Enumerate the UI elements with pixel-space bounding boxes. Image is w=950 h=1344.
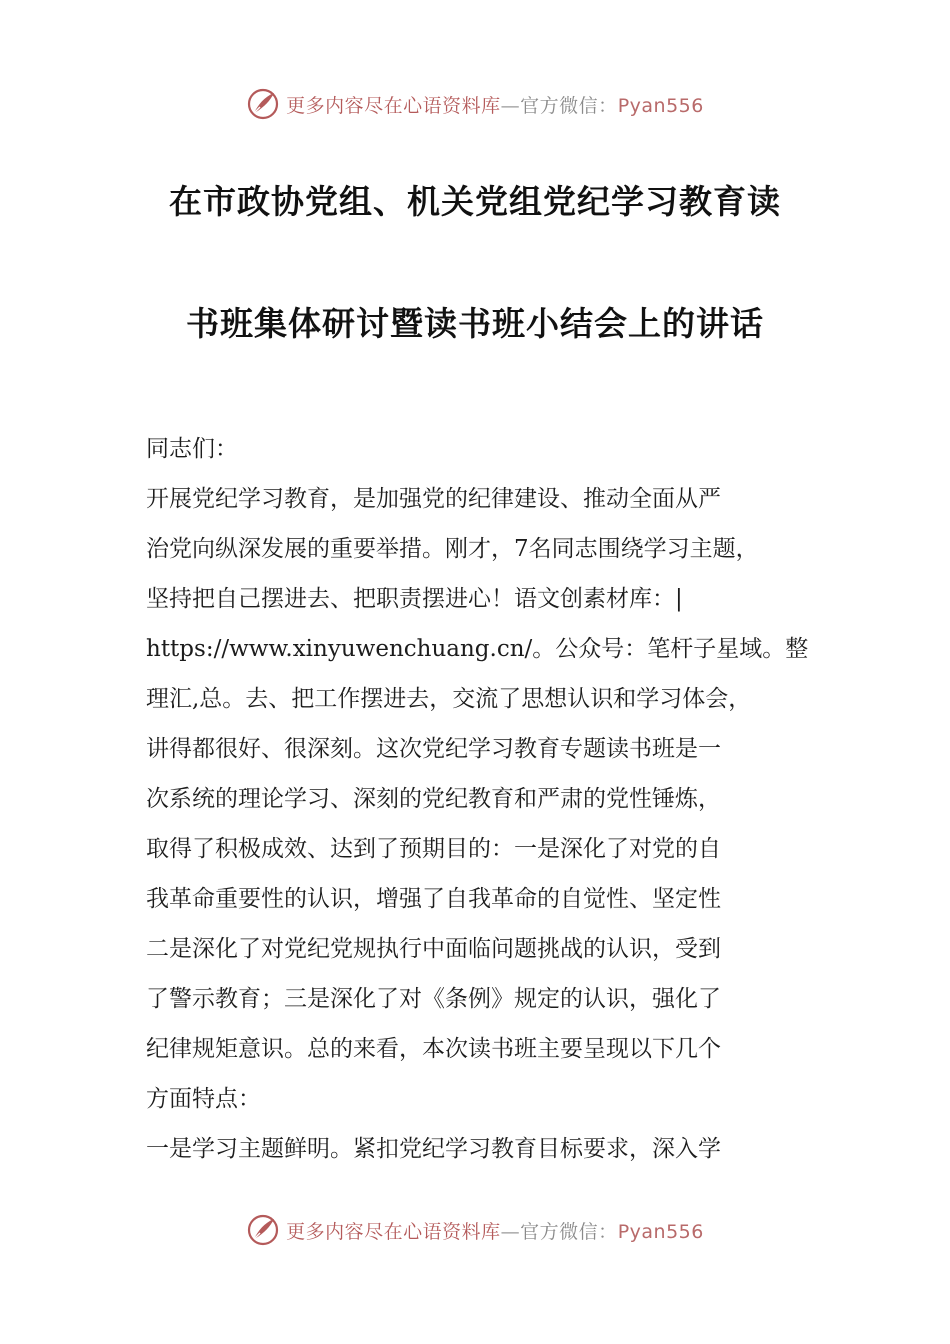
body-line: 取得了积极成效、达到了预期目的：一是深化了对党的自: [146, 836, 721, 862]
quill-logo-icon: [246, 1213, 280, 1247]
header-watermark: [0, 84, 950, 124]
body-line: 同志们：: [146, 436, 238, 462]
body-line: 我革命重要性的认识，增强了自我革命的自觉性、坚定性: [146, 886, 721, 912]
body-line: 二是深化了对党纪党规执行中面临问题挑战的认识，受到: [146, 936, 721, 962]
watermark-main: 更多内容尽在心语资料库: [286, 1220, 501, 1243]
watermark-wechat-id: Pyan556: [617, 94, 704, 117]
watermark-tail: 官方微信：: [520, 1220, 618, 1243]
body-line: 开展党纪学习教育，是加强党的纪律建设、推动全面从严: [146, 486, 721, 512]
watermark-main: 更多内容尽在心语资料库: [286, 94, 501, 117]
watermark-separator: —: [500, 1220, 521, 1243]
body-line: 方面特点：: [146, 1086, 261, 1112]
body-line: 纪律规矩意识。总的来看，本次读书班主要呈现以下几个: [146, 1036, 721, 1062]
body-line: 次系统的理论学习、深刻的党纪教育和严肃的党性锤炼，: [146, 786, 721, 812]
watermark-separator: —: [500, 94, 521, 117]
watermark-tail: 官方微信：: [520, 94, 618, 117]
body-line: 理汇,总。去、把工作摆进去，交流了思想认识和学习体会，: [146, 686, 752, 712]
watermark-text: [286, 1217, 704, 1244]
footer-watermark: [0, 1210, 950, 1250]
quill-logo-icon: [246, 87, 280, 121]
watermark-wechat-id: Pyan556: [617, 1220, 704, 1243]
document-title-line-1: 在市政协党组、机关党组党纪学习教育读: [169, 182, 781, 221]
document-title-line-2: 书班集体研讨暨读书班小结会上的讲话: [186, 304, 764, 343]
body-line: 一是学习主题鲜明。紧扣党纪学习教育目标要求，深入学: [146, 1136, 721, 1162]
body-line: https://www.xinyuwenchuang.cn/。公众号：笔杆子星域。整: [146, 636, 809, 662]
watermark-text: [286, 91, 704, 118]
body-line: 坚持把自己摆进去、把职责摆进心！语文创素材库：|: [146, 586, 683, 612]
body-line: 了警示教育；三是深化了对《条例》规定的认识，强化了: [146, 986, 721, 1012]
body-line: 治党向纵深发展的重要举措。刚才，7名同志围绕学习主题，: [146, 536, 759, 562]
body-line: 讲得都很好、很深刻。这次党纪学习教育专题读书班是一: [146, 736, 721, 762]
